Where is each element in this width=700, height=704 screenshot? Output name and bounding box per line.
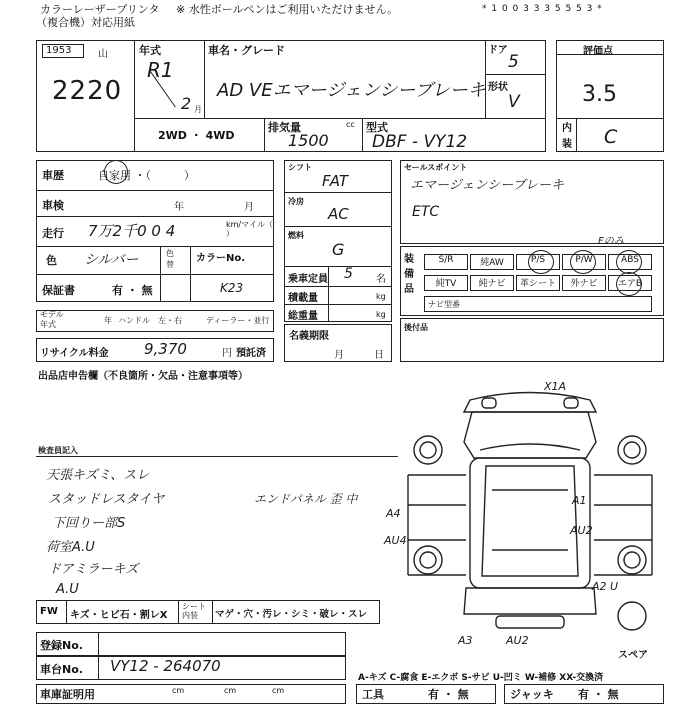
displacement-label: 排気量	[268, 121, 301, 134]
lot-number: 2220	[52, 76, 123, 106]
chassis-value: VY12 - 264070	[110, 657, 221, 675]
doors-value: 5	[508, 52, 519, 72]
color-value: シルバー	[84, 252, 139, 268]
year-era: R1	[147, 58, 174, 82]
shift-label: シフト	[288, 163, 312, 172]
drive-label: 2WD ・ 4WD	[158, 129, 235, 142]
equip-aw: 純AW	[470, 254, 514, 270]
equip-leather: 革シート	[516, 275, 560, 291]
equip-navi: 純ナビ	[470, 275, 514, 291]
lot-suffix: 山	[98, 49, 108, 60]
nav-model-label: ナビ型番	[428, 300, 460, 309]
ac-value: AC	[328, 205, 349, 223]
after-parts-label: 後付品	[404, 323, 428, 332]
type-value: DBF - VY12	[372, 132, 468, 152]
history-value: 自家用 ・（ ）	[98, 169, 195, 182]
year-month: 2	[181, 94, 192, 113]
header-pen-warning: ※ 水性ボールペンはご利用いただけません。	[176, 3, 399, 16]
equip-pw: P/W	[562, 254, 606, 270]
fuel-label: 燃料	[288, 231, 304, 240]
header-paper-note: （複合機）対応用紙	[36, 16, 135, 29]
header-serial: * 1 0 0 3 3 3 5 5 5 3 *	[482, 4, 603, 14]
displacement-value: 1500	[288, 131, 329, 150]
history-label: 車歴	[42, 169, 64, 182]
reg-expiry-label: 名義期限	[289, 331, 329, 342]
fuel-value: G	[332, 240, 345, 259]
lot-code: 1953	[46, 45, 72, 56]
sales-point-line1: エマージェンシーブレーキ	[410, 178, 564, 193]
sales-point-line2: ETC	[412, 204, 440, 220]
mileage-value: 7万2千0 0 4	[88, 222, 176, 240]
damage-au4: AU4	[384, 534, 407, 547]
header-printer-note: カラーレーザープリンタ	[40, 3, 160, 16]
capacity-label: 乗車定員	[288, 274, 328, 285]
recycle-value: 9,370	[144, 340, 187, 358]
car-damage-diagram	[400, 380, 680, 640]
model-label: 車名・グレード	[208, 44, 285, 57]
damage-right-mid: A1	[572, 494, 587, 507]
equip-abs: ABS	[608, 254, 652, 270]
damage-right-lower: AU2	[570, 524, 593, 537]
color-label: 色	[46, 254, 57, 267]
equip-ext-navi: 外ナビ	[562, 275, 606, 291]
equip-tv: 純TV	[424, 275, 468, 291]
equipment-note: Fのみ	[598, 236, 624, 247]
equip-ps: P/S	[516, 254, 560, 270]
damage-right-rear: A2 U	[592, 580, 619, 593]
mileage-label: 走行	[42, 227, 64, 240]
equip-sr: S/R	[424, 254, 468, 270]
warranty-value: 有 ・ 無	[112, 284, 153, 297]
interior-grade: C	[604, 126, 618, 148]
damage-rear-left: A3	[458, 634, 473, 647]
color-code: K23	[220, 281, 244, 295]
damage-rear-center: AU2	[506, 634, 529, 647]
sales-point-label: セールスポイント	[404, 163, 468, 172]
grade-value: 3.5	[582, 82, 617, 107]
ac-label: 冷房	[288, 197, 304, 206]
history-circle	[104, 160, 128, 184]
shape-label: 形状	[488, 82, 508, 93]
load-label: 積載量	[288, 293, 318, 304]
inspector-label: 検査員記入	[38, 446, 78, 455]
gross-label: 総重量	[288, 311, 318, 322]
after-parts-box	[400, 318, 664, 362]
shift-value: FAT	[322, 172, 349, 190]
damage-legend: A-キズ C-腐食 E-エクボ S-サビ U-凹ミ W-補修 XX-交換済	[358, 673, 604, 683]
capacity-value: 5	[344, 266, 353, 282]
inspection-label: 車検	[42, 199, 64, 212]
damage-a4: A4	[386, 507, 401, 520]
equip-airbag: エアB	[608, 275, 652, 291]
grade-label: 評価点	[583, 46, 613, 57]
damage-front: X1A	[544, 380, 567, 393]
year-label: 年式	[139, 44, 161, 57]
recycle-label: リサイクル料金	[40, 348, 109, 359]
type-label: 型式	[366, 121, 388, 134]
model-value: AD VEエマージェンシーブレーキ	[217, 80, 486, 101]
inspector-side-note: エンドパネル 歪 中	[254, 492, 358, 506]
shape-value: V	[508, 92, 520, 112]
doors-label: ドア	[488, 45, 508, 56]
spare-label: スペア	[618, 650, 648, 661]
seller-notes-label: 出品店申告欄（不良箇所・欠品・注意事項等）	[38, 371, 248, 382]
warranty-label: 保証書	[42, 284, 75, 297]
